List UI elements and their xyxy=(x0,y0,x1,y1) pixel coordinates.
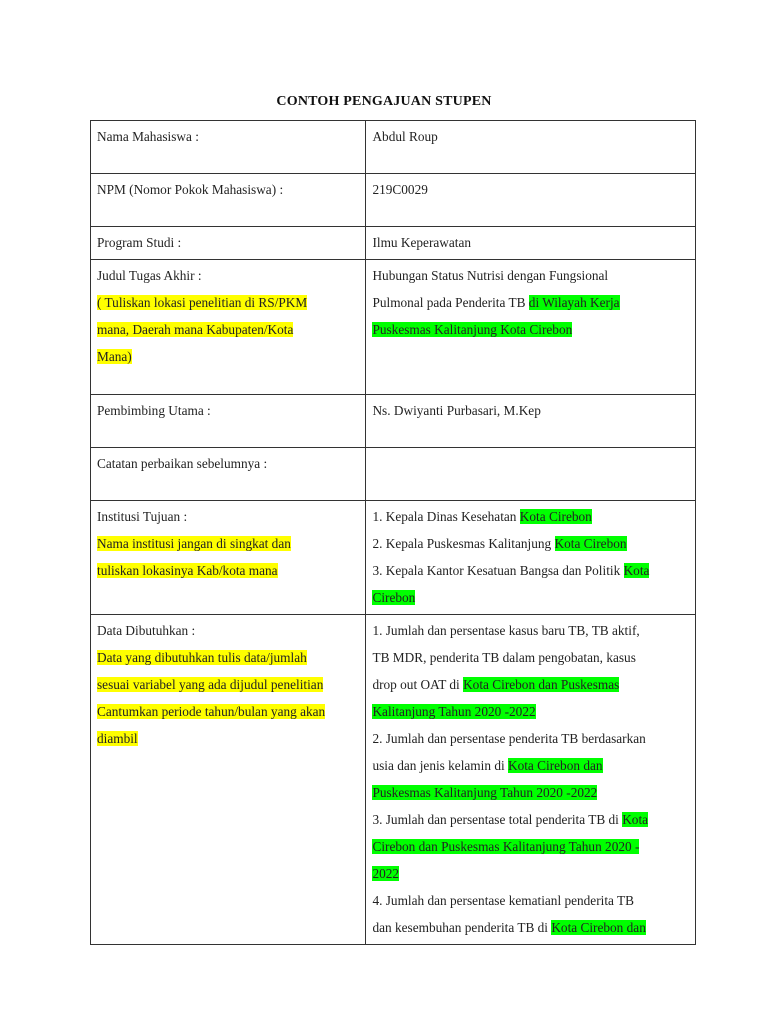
data-3-line-2: Cirebon dan Puskesmas Kalitanjung Tahun 2020 - xyxy=(372,839,640,854)
label-institusi: Institusi Tujuan : xyxy=(97,509,188,524)
label-prodi: Program Studi : xyxy=(91,227,366,260)
institusi-3c: Cirebon xyxy=(372,590,416,605)
data-3-line-1a: 3. Jumlah dan persentase total penderita TB di xyxy=(372,812,623,827)
note-judul-2: mana, Daerah mana Kabupaten/Kota xyxy=(97,322,294,337)
note-institusi-1: Nama institusi jangan di singkat dan xyxy=(97,536,291,551)
row-prodi xyxy=(91,227,696,260)
judul-line-2b: di Wilayah Kerja xyxy=(528,295,620,310)
label-npm: NPM (Nomor Pokok Mahasiswa) : xyxy=(91,174,366,227)
institusi-1b: Kota Cirebon xyxy=(519,509,592,524)
judul-line-1: Hubungan Status Nutrisi dengan Fungsional xyxy=(372,268,609,283)
value-pembimbing: Ns. Dwiyanti Purbasari, M.Kep xyxy=(366,395,696,448)
data-2-line-1: 2. Jumlah dan persentase penderita TB berdasarkan xyxy=(372,731,646,746)
data-1-line-1: 1. Jumlah dan persentase kasus baru TB, TB aktif, xyxy=(372,623,640,638)
data-1-line-3a: drop out OAT di xyxy=(372,677,464,692)
data-1-line-3b: Kota Cirebon dan Puskesmas xyxy=(463,677,620,692)
data-3-line-1b: Kota xyxy=(622,812,649,827)
label-data: Data Dibutuhkan : xyxy=(97,623,196,638)
institusi-1a: 1. Kepala Dinas Kesehatan xyxy=(372,509,520,524)
value-npm: 219C0029 xyxy=(366,174,696,227)
data-2-line-3: Puskesmas Kalitanjung Tahun 2020 -2022 xyxy=(372,785,598,800)
cell-judul-value xyxy=(366,260,696,395)
judul-line-2a: Pulmonal pada Penderita TB xyxy=(372,295,529,310)
data-3-line-3: 2022 xyxy=(372,866,400,881)
note-judul-1: ( Tuliskan lokasi penelitian di RS/PKM xyxy=(97,295,308,310)
note-data-4: diambil xyxy=(97,731,138,746)
row-npm xyxy=(91,174,696,227)
data-2-line-2a: usia dan jenis kelamin di xyxy=(372,758,508,773)
label-nama: Nama Mahasiswa : xyxy=(91,121,366,174)
value-catatan xyxy=(366,448,696,501)
note-judul-3: Mana) xyxy=(97,349,132,364)
institusi-2a: 2. Kepala Puskesmas Kalitanjung xyxy=(372,536,555,551)
data-4-line-2a: dan kesembuhan penderita TB di xyxy=(372,920,552,935)
cell-judul-label xyxy=(91,260,366,395)
submission-table xyxy=(90,120,696,945)
cell-data-label xyxy=(91,615,366,945)
document-title: CONTOH PENGAJUAN STUPEN xyxy=(276,94,492,109)
cell-data-value xyxy=(366,615,696,945)
label-judul: Judul Tugas Akhir : xyxy=(97,268,202,283)
institusi-3b: Kota xyxy=(623,563,650,578)
value-prodi: Ilmu Keperawatan xyxy=(366,227,696,260)
data-1-line-4: Kalitanjung Tahun 2020 -2022 xyxy=(372,704,536,719)
row-pembimbing xyxy=(91,395,696,448)
row-judul xyxy=(91,260,696,395)
data-2-line-2b: Kota Cirebon dan xyxy=(507,758,603,773)
judul-line-3: Puskesmas Kalitanjung Kota Cirebon xyxy=(372,322,573,337)
cell-institusi-value xyxy=(366,501,696,615)
data-4-line-1: 4. Jumlah dan persentase kematianl penderita TB xyxy=(372,893,635,908)
row-catatan xyxy=(91,448,696,501)
value-nama: Abdul Roup xyxy=(366,121,696,174)
institusi-2b: Kota Cirebon xyxy=(554,536,627,551)
label-catatan: Catatan perbaikan sebelumnya : xyxy=(91,448,366,501)
note-data-2: sesuai variabel yang ada dijudul penelitian xyxy=(97,677,324,692)
data-4-line-2b: Kota Cirebon dan xyxy=(551,920,646,935)
note-institusi-2: tuliskan lokasinya Kab/kota mana xyxy=(97,563,278,578)
note-data-3: Cantumkan periode tahun/bulan yang akan xyxy=(97,704,326,719)
data-1-line-2: TB MDR, penderita TB dalam pengobatan, kasus xyxy=(372,650,636,665)
row-institusi xyxy=(91,501,696,615)
row-nama xyxy=(91,121,696,174)
note-data-1: Data yang dibutuhkan tulis data/jumlah xyxy=(97,650,307,665)
institusi-3a: 3. Kepala Kantor Kesatuan Bangsa dan Politik xyxy=(372,563,624,578)
row-data xyxy=(91,615,696,945)
label-pembimbing: Pembimbing Utama : xyxy=(91,395,366,448)
cell-institusi-label xyxy=(91,501,366,615)
